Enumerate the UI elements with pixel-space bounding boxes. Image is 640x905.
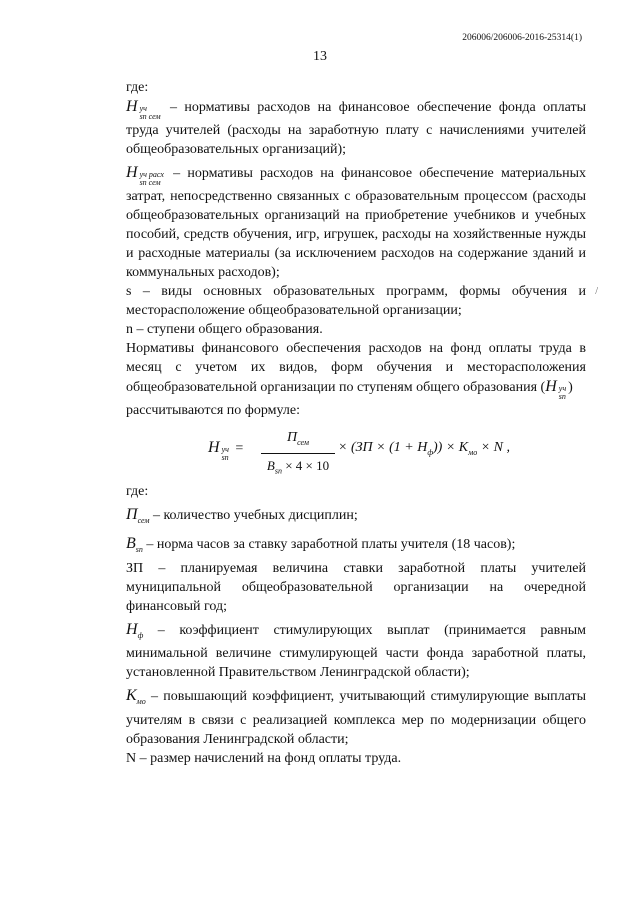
calc-by-formula: рассчитываются по формуле: — [126, 403, 300, 418]
definition-s: s – виды основных образовательных программ, формы обучения и месторасположение общеобразовательной организации; — [126, 284, 586, 318]
document-body — [126, 78, 586, 768]
page-number: 13 — [313, 49, 327, 64]
definition-norm-expense: Н уч расх sn сем – нормативы расходов на финансовое обеспечение материальных затрат, непосредственно связанных с образовательным процессом (расходы общеобразовательных организаций на приобретение учебников и учебных пособий, средств обучения, игр, игрушек, расходы на хозяйственные нужды и расходные материалы (за исключением расходов на содержание зданий и коммунальных расходов); — [126, 164, 587, 280]
definition-norm: Н уч sn сем – нормативы расходов на финансовое обеспечение фонда оплаты труда учителей (расходы на заработную плату с начислениями учителей общеобразовательных организаций); — [126, 98, 586, 157]
formula-lhs: Н уч sn = — [208, 439, 244, 462]
definition-B: $В_{sn}$ – норма часов за ставку заработной платы учителя (18 часов); — [126, 534, 516, 554]
norm-paragraph: Нормативы финансового обеспечения расходов на фонд оплаты труда в месяц с учетом их видов, форм обучения и месторасположения общеобразовательной организации по ступеням общего образования (Н уч sn ) — [126, 341, 586, 401]
definition-Hf: $Н_ф$ – коэффициент стимулирующих выплат (принимается равным минимальной величине стимулирующей части фонда заработной платы, установленной Правительством Ленинградской области); — [126, 620, 586, 681]
margin-mark: / — [595, 286, 598, 297]
where-label-1: где: — [126, 80, 149, 95]
formula-fraction: $П_{сем}$ $В_{sn} \times 4 \times 10$ — [261, 428, 335, 480]
definition-ZP: ЗП – планируемая величина ставки заработной платы учителей муниципальной общеобразовательной организации на очередной финансовый год; — [126, 560, 586, 614]
symbol-H: Н — [126, 98, 138, 115]
definition-n: n – ступени общего образования. — [126, 322, 323, 337]
where-label-2: где: — [126, 484, 149, 499]
formula — [126, 428, 586, 476]
definition-Kmo: $К_{мо}$ – повышающий коэффициент, учитывающий стимулирующие выплаты учителям в связи с реализацией комплекса мер по модернизации общего образования Ленинградской области; — [126, 687, 587, 748]
symbol-H-expense: Н — [126, 164, 138, 181]
formula-rhs: × $(ЗП \times (1 + Н_ф)) \times К_{мо} \times N$ , — [338, 440, 510, 457]
document-id: 206006/206006-2016-25314(1) — [462, 33, 582, 43]
definition-P: $П_{сем}$ – количество учебных дисциплин; — [126, 506, 358, 525]
definition-N: N – размер начислений на фонд оплаты труда. — [126, 751, 402, 767]
